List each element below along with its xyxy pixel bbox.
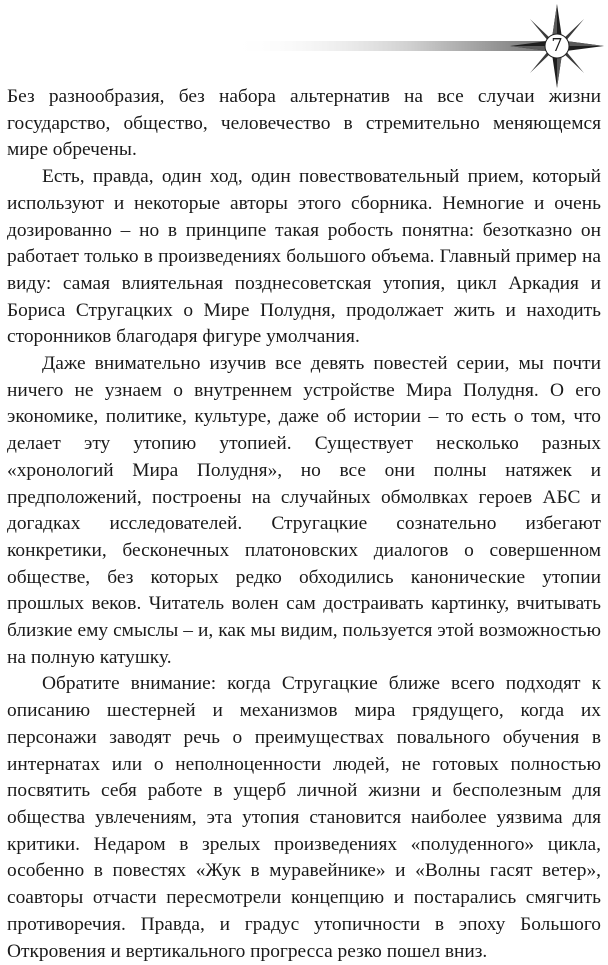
body-text <box>7 84 601 965</box>
compass-star-ornament <box>0 0 608 95</box>
paragraph-4: Обратите внимание: когда Стругацкие ближе всего подходят к описанию шестерней и механизмов мира грядущего, когда их персонажи заводят речь о преимуществах повального обучения в интернатах или о неполноценности людей, не готовых полностью посвятить себя работе в ущерб личной жизни и бесполезным для общества увлечениям, эта утопия становится наиболее уязвима для критики. Недаром в зрелых произведениях «полуденного» цикла, особенно в повестях «Жук в муравейнике» и «Волны гасят ветер», соавторы отчасти пересмотрели концепцию и постарались смягчить противоречия. Правда, и градус утопичности в эпоху Большого Откровения и вертикального прогресса резко пошел вниз. <box>7 673 601 962</box>
page-header <box>0 0 608 95</box>
page-number: 7 <box>551 35 563 56</box>
paragraph-1: Без разнообразия, без набора альтернатив на все случаи жизни государство, общество, человечество в стремительно меняющемся мире обречены. <box>7 86 601 161</box>
paragraph-3: Даже внимательно изучив все девять повестей серии, мы почти ничего не узнаем о внутреннем устройстве Мира Полудня. О его экономике, политике, культуре, даже об истории – то есть о том, что делает эту утопию утопией. Существует несколько разных «хронологий Мира Полудня», но все они полны натяжек и предположений, построены на случайных обмолвках героев АБС и догадках исследователей. Стругацкие сознательно избегают конкретики, бесконечных платоновских диалогов о совершенном обществе, без которых редко обходились канонические утопии прошлых веков. Читатель волен сам достраивать картинку, вчитывать близкие ему смыслы – и, как мы видим, пользуется этой возможностью на полную катушку. <box>7 353 601 668</box>
paragraph-2: Есть, правда, один ход, один повествовательный прием, который используют и некоторые авторы этого сборника. Немногие и очень дозированно – но в принципе такая робость понятна: безотказно он работает только в произведениях большого объема. Главный пример на виду: самая влиятельная позднесоветская утопия, цикл Аркадия и Бориса Стругацких о Мире Полудня, продолжает жить и находить сторонников благодаря фигуре умолчания. <box>7 166 601 348</box>
